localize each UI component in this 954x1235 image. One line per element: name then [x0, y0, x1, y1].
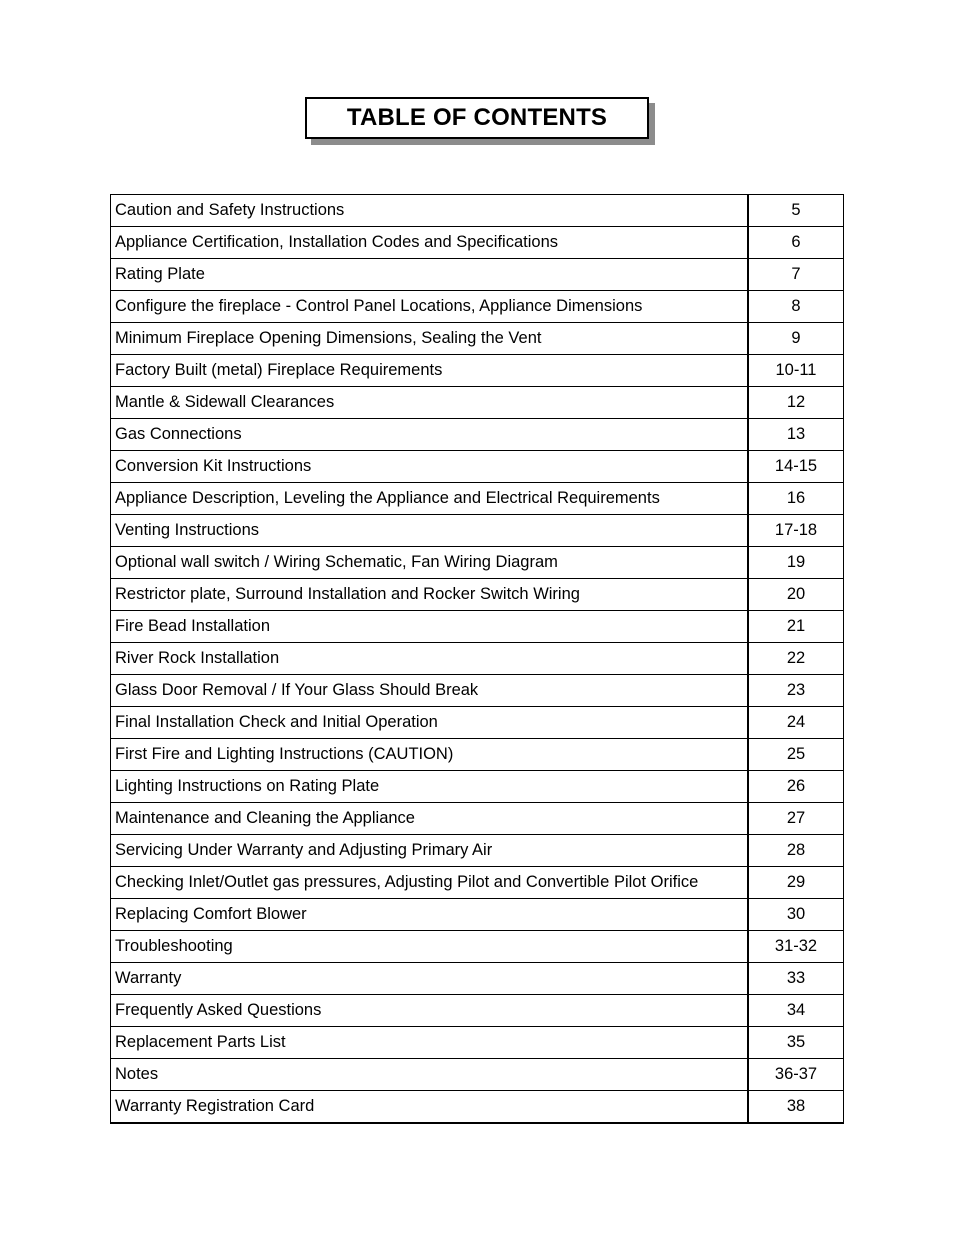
- toc-entry-page: 25: [748, 739, 844, 771]
- toc-entry-page: 26: [748, 771, 844, 803]
- toc-row: [111, 323, 844, 355]
- toc-entry-page: 35: [748, 1027, 844, 1059]
- toc-entry-title: Appliance Description, Leveling the Appliance and Electrical Requirements: [111, 483, 749, 515]
- toc-entry-page: 13: [748, 419, 844, 451]
- toc-entry-title: Factory Built (metal) Fireplace Requirements: [111, 355, 749, 387]
- toc-entry-page: 9: [748, 323, 844, 355]
- toc-heading-frame: [305, 97, 649, 139]
- toc-entry-page: 21: [748, 611, 844, 643]
- toc-entry-title: Lighting Instructions on Rating Plate: [111, 771, 749, 803]
- toc-entry-title: Rating Plate: [111, 259, 749, 291]
- toc-row: [111, 931, 844, 963]
- toc-entry-title: Warranty: [111, 963, 749, 995]
- toc-entry-title: Optional wall switch / Wiring Schematic, Fan Wiring Diagram: [111, 547, 749, 579]
- toc-row: [111, 291, 844, 323]
- toc-row: [111, 643, 844, 675]
- toc-entry-title: Glass Door Removal / If Your Glass Should Break: [111, 675, 749, 707]
- toc-entry-page: 30: [748, 899, 844, 931]
- toc-entry-title: Restrictor plate, Surround Installation and Rocker Switch Wiring: [111, 579, 749, 611]
- toc-entry-page: 5: [748, 195, 844, 227]
- toc-entry-title: Notes: [111, 1059, 749, 1091]
- toc-entry-title: Gas Connections: [111, 419, 749, 451]
- toc-entry-title: Replacement Parts List: [111, 1027, 749, 1059]
- toc-row: [111, 995, 844, 1027]
- toc-entry-title: First Fire and Lighting Instructions (CAUTION): [111, 739, 749, 771]
- toc-row: [111, 611, 844, 643]
- toc-entry-page: 17-18: [748, 515, 844, 547]
- toc-row: [111, 355, 844, 387]
- toc-entry-page: 23: [748, 675, 844, 707]
- toc-body: [111, 195, 844, 1124]
- toc-entry-title: Mantle & Sidewall Clearances: [111, 387, 749, 419]
- toc-row: [111, 1059, 844, 1091]
- toc-entry-title: Servicing Under Warranty and Adjusting Primary Air: [111, 835, 749, 867]
- toc-row: [111, 387, 844, 419]
- toc-table: [110, 194, 844, 1124]
- toc-row: [111, 867, 844, 899]
- toc-entry-title: Frequently Asked Questions: [111, 995, 749, 1027]
- toc-row: [111, 675, 844, 707]
- toc-entry-title: River Rock Installation: [111, 643, 749, 675]
- toc-entry-page: 19: [748, 547, 844, 579]
- toc-entry-page: 33: [748, 963, 844, 995]
- toc-entry-page: 10-11: [748, 355, 844, 387]
- toc-entry-title: Warranty Registration Card: [111, 1091, 749, 1124]
- toc-row: [111, 1027, 844, 1059]
- toc-entry-page: 27: [748, 803, 844, 835]
- toc-entry-page: 31-32: [748, 931, 844, 963]
- toc-row: [111, 515, 844, 547]
- toc-entry-title: Troubleshooting: [111, 931, 749, 963]
- toc-entry-title: Venting Instructions: [111, 515, 749, 547]
- toc-entry-page: 22: [748, 643, 844, 675]
- heading-box: [305, 97, 649, 139]
- toc-entry-title: Fire Bead Installation: [111, 611, 749, 643]
- toc-row: [111, 707, 844, 739]
- toc-entry-page: 36-37: [748, 1059, 844, 1091]
- toc-row: [111, 195, 844, 227]
- toc-entry-page: 7: [748, 259, 844, 291]
- toc-row: [111, 227, 844, 259]
- toc-entry-title: Caution and Safety Instructions: [111, 195, 749, 227]
- toc-entry-page: 29: [748, 867, 844, 899]
- toc-row: [111, 771, 844, 803]
- toc-row: [111, 899, 844, 931]
- toc-row: [111, 739, 844, 771]
- toc-entry-title: Conversion Kit Instructions: [111, 451, 749, 483]
- toc-row: [111, 579, 844, 611]
- toc-entry-title: Appliance Certification, Installation Codes and Specifications: [111, 227, 749, 259]
- toc-entry-title: Final Installation Check and Initial Operation: [111, 707, 749, 739]
- toc-entry-title: Replacing Comfort Blower: [111, 899, 749, 931]
- toc-row: [111, 483, 844, 515]
- toc-entry-page: 14-15: [748, 451, 844, 483]
- toc-row: [111, 835, 844, 867]
- toc-row: [111, 419, 844, 451]
- toc-entry-title: Configure the fireplace - Control Panel Locations, Appliance Dimensions: [111, 291, 749, 323]
- toc-row: [111, 547, 844, 579]
- toc-row: [111, 259, 844, 291]
- toc-entry-page: 6: [748, 227, 844, 259]
- toc-entry-title: Minimum Fireplace Opening Dimensions, Sealing the Vent: [111, 323, 749, 355]
- toc-entry-page: 34: [748, 995, 844, 1027]
- toc-row: [111, 803, 844, 835]
- toc-entry-title: Checking Inlet/Outlet gas pressures, Adjusting Pilot and Convertible Pilot Orifice: [111, 867, 749, 899]
- page-title: TABLE OF CONTENTS: [346, 104, 608, 131]
- toc-entry-page: 28: [748, 835, 844, 867]
- toc-entry-page: 20: [748, 579, 844, 611]
- toc-row: [111, 963, 844, 995]
- toc-entry-page: 38: [748, 1091, 844, 1124]
- toc-entry-page: 12: [748, 387, 844, 419]
- toc-entry-title: Maintenance and Cleaning the Appliance: [111, 803, 749, 835]
- toc-row: [111, 451, 844, 483]
- toc-entry-page: 16: [748, 483, 844, 515]
- toc-entry-page: 24: [748, 707, 844, 739]
- toc-entry-page: 8: [748, 291, 844, 323]
- toc-row: [111, 1091, 844, 1124]
